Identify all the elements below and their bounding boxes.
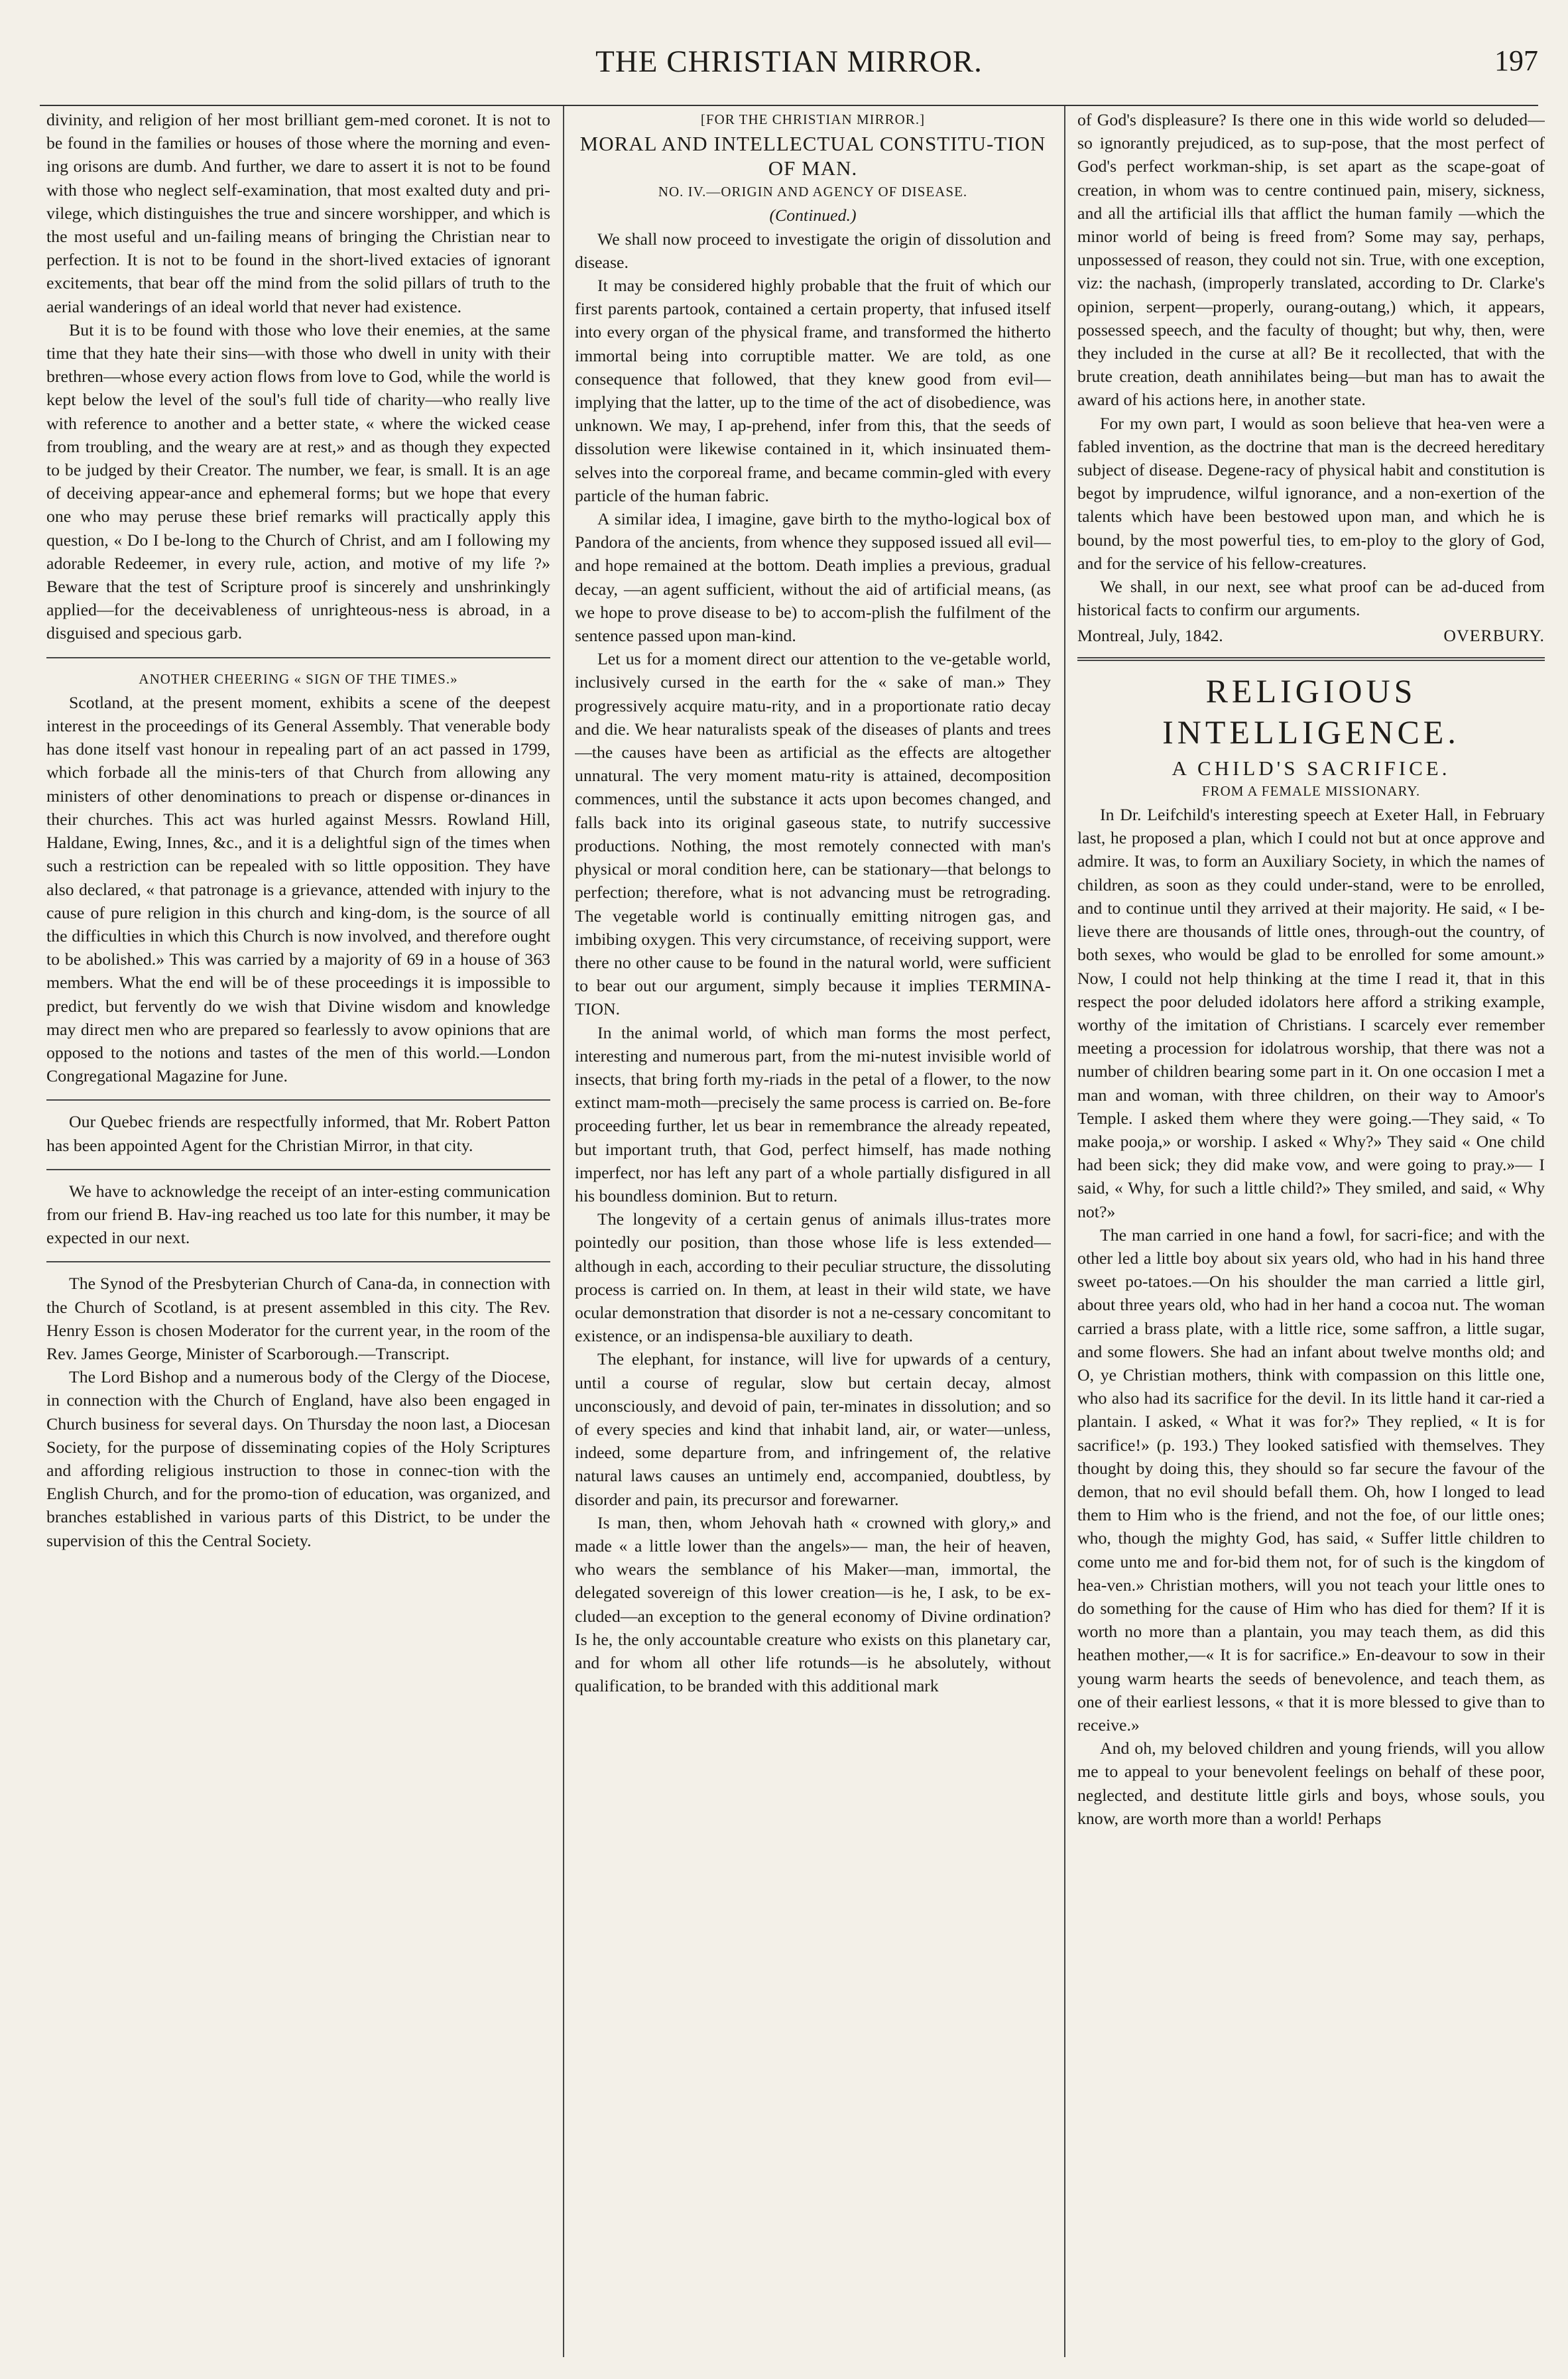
masthead [40, 25, 1538, 106]
signature-line [1077, 624, 1545, 647]
article-title: MORAL AND INTELLECTUAL CONSTITU-TION OF MAN. [579, 132, 1046, 180]
story-paragraph: In Dr. Leifchild's interesting speech at Exeter Hall, in February last, he proposed a plan, which I could not but at once approve and admire. It was, to form an Auxiliary Society, in which the names of children, as soon as they could under-stand, were to be enrolled, and to continue until they arrived at their majority. He said, « I be-lieve there are thousands of little ones, through-out the country, of both sexes, who would be glad to be enrolled for some amount.» Now, I could not help thinking at the time I read it, that in this respect the poor deluded idolators here afford a striking example, worthy of the imitation of Christians. I scarcely ever remember meeting a procession for idolatrous worship, that there was not a number of children bearing some part in it. On one occasion I met a man and woman, with three children, on their way to Amoor's Temple. I asked them where they were going.—They said, « To make pooja,» or worship. I asked « Why?» They said « One child had been sick; they did make vow, and were going to pray.»— I said, « Why, for such a little child?» They smiled, and said, « Why not?» [1077, 805, 1545, 1221]
column-1 [46, 108, 550, 2356]
page-number: 197 [1494, 44, 1538, 77]
article-paragraph: A similar idea, I imagine, gave birth to the mytho-logical box of Pandora of the ancients, from whence they supposed issued all evil—and hope remained at the bottom. Death implies a previous, gradual decay, —an agent sufficient, without the aid of artificial means, (as we hope to prove disease to be) to accom-plish the fulfilment of the sentence passed upon man-kind. [575, 509, 1051, 646]
article-heading: ANOTHER CHEERING « SIGN OF THE TIMES.» [46, 657, 550, 691]
notice-paragraph: We have to acknowledge the receipt of an inter-esting communication from our friend B. Hav-ing reached us too late for this number, it may be expected in our next. [46, 1181, 550, 1248]
article-paragraph: We shall now proceed to investigate the origin of dissolution and disease. [575, 229, 1051, 272]
article-paragraph: The elephant, for instance, will live for upwards of a century, until a course of regular, slow but certain decay, almost unconsciously, and devoid of pain, ter-minates in dissolution; and so of every species and kind that inhabit land, air, or water—unless, indeed, some departure from, and infringement of, the relative natural laws causes an untimely end, accompanied, doubtless, by disorder and pain, its precursor and forewarner. [575, 1349, 1051, 1509]
column-rule [1064, 106, 1065, 2357]
section-heading: RELIGIOUS INTELLIGENCE. [1077, 657, 1545, 753]
column-3 [1077, 108, 1545, 2356]
article-paragraph: Let us for a moment direct our attention to the ve-getable world, inclusively cursed in the earth for the « sake of man.» They progressively acquire matu-rity, and in a proportionate ratio decay and die. We hear naturalists speak of the diseases of plants and trees—the causes have been as artificial as the effects are altogether unnatural. The very moment matu-rity is attained, decomposition commences, until the substance it acts upon becomes changed, and falls back into its original gaseous state, to nutrify successive productions. Nothing, the most remotely connected with man's physical or moral condition here, can be stationary—that belongs to perfection; therefore, what is not advancing must be retrograding. The vegetable world is continually emitting nitrogen gas, and imbibing oxygen. This very circumstance, of receiving support, were there no other cause to be found in the natural world, were sufficient to bear out our argument, simply because it implies TERMINA-TION. [575, 649, 1051, 1019]
article-paragraph: In the animal world, of which man forms the most perfect, interesting and numerous part, from the mi-nutest invisible world of insects, that bring forth my-riads in the petal of a flower, to the now extinct mam-moth—precisely the same process is carried on. Be-fore proceeding further, let us bear in remembrance the already repeated, but important truth, that God, perfect himself, has made nothing imperfect, nor has left any part of a whole partially disfigured in all his boundless dominion. But to return. [575, 1022, 1051, 1205]
article-kicker: [FOR THE CHRISTIAN MIRROR.] [700, 111, 926, 127]
column-2 [575, 108, 1051, 2356]
story-paragraph: The man carried in one hand a fowl, for sacri-fice; and with the other led a little boy about six years old, who had in his hand three sweet po-tatoes.—On his shoulder the man carried a little girl, about three years old, who had in her hand a cocoa nut. The woman carried a brass plate, with a little rice, some saffron, a little sugar, and some flowers. She had an infant about twelve months old; and O, ye Christian mothers, think with compassion on this little one, who also had its sacrifice for the devil. In its little hand it car-ried a plantain. I asked, « What it was for?» They replied, « It is for sacrifice!» (p. 193.) They looked satisfied with themselves. They thought by doing this, they should so far secure the favour of the demon, that no evil should befall them. Oh, how I longed to lead them to Him who is the friend, and not the foe, of our little ones; who, though the mighty God, has said, « Suffer little children to come unto me and for-bid them not, for of such is the kingdom of hea-ven.» Christian mothers, will you not teach your little ones to do something for the cause of Him who has died for them? If it is worth no more than a plantain, you may teach them, as did this heathen mother,—« It is for sacrifice.» En-deavour to sow in their young warm hearts the seeds of benevolence, and teach them, as one of their earliest lessons, « that it is more blessed to give than to receive.» [1077, 1225, 1545, 1735]
article-paragraph: We shall, in our next, see what proof can be ad-duced from historical facts to confirm our arguments. [1077, 577, 1545, 620]
continued-label: (Continued.) [769, 206, 857, 225]
notice-paragraph: Our Quebec friends are respectfully informed, that Mr. Robert Patton has been appointed Agent for the Christian Mirror, in that city. [46, 1112, 550, 1155]
notice-paragraph: The Lord Bishop and a numerous body of the Clergy of the Diocese, in connection with the Church of England, have also been engaged in Church business for several days. On Thursday the noon last, a Diocesan Society, for the purpose of disseminating copies of the Holy Scriptures and affording religious instruction to those in connec-tion with the English Church, and for the promo-tion of education, was organized, and branches established in various parts of this District, to be under the supervision of this the Central Society. [46, 1367, 550, 1550]
article-paragraph: of God's displeasure? Is there one in this wide world so deluded—so ignorantly prejudiced, as to sup-pose, that the most perfect of God's perfect workman-ship, is set apart as the scape-goat of creation, in whom was to centre continued pain, misery, sickness, and all the artificial ills that afflict the human family —which the minor world of being is freed from? Some may say, perhaps, unpossessed of reason, they could not sin. True, with one exception, viz: the nachash, (improperly translated, according to Dr. Clarke's opinion, serpent—properly, ourang-outang,) which, it appears, possessed speech, and the faculty of thought; but why, then, were they included in the curse at all? Be it recollected, that with the brute creation, death annihilates being—but man has to await the award of his actions here, in another state. [1077, 110, 1545, 410]
column-rule [563, 106, 564, 2357]
article-paragraph: For my own part, I would as soon believe that hea-ven were a fabled invention, as the doctrine that man is the decreed hereditary subject of disease. Degene-racy of physical habit and constitution is begot by imprudence, wilful ignorance, and a non-exertion of the talents which have been bestowed upon man, and which he is bound, by the most powerful ties, to em-ploy to the glory of God, and for the service of his fellow-creatures. [1077, 413, 1545, 573]
story-byline: FROM A FEMALE MISSIONARY. [1201, 782, 1421, 799]
article-paragraph: But it is to be found with those who love their enemies, at the same time that they hate their sins—with those who dwell in unity with their brethren—whose every action flows from love to God, while the world is kept below the level of the soul's full tide of charity—who really live with reference to another and a better state, « where the wicked cease from troubling, and the weary are at rest,» and as though they expected to be judged by their Creator. The number, we fear, is small. It is an age of deceiving appear-ance and ephemeral forms; but we hope that every one who may peruse these brief remarks will practically apply this question, « Do I be-long to the Church of Christ, and am I following my adorable Redeemer, in every rule, action, and motive of my life ?» Beware that the test of Scripture proof is sincerely and unshrinkingly applied—for the deceivableness of unrighteous-ness is abroad, in a disguised and specious garb. [46, 320, 550, 643]
article-paragraph: It may be considered highly probable that the fruit of which our first parents partook, contained a certain property, that infused itself into every organ of the physical frame, and transformed the hitherto immortal being into corruptible matter. We are told, as one consequence that followed, that they knew good from evil—implying that the latter, up to the time of the act of disobedience, was unknown. We may, I ap-prehend, infer from this, that the seeds of dissolution were likewise contained in it, which insinuated them-selves into the corporeal frame, and became commin-gled with every particle of the human fabric. [575, 276, 1051, 505]
article-paragraph: Is man, then, whom Jehovah hath « crowned with glory,» and made « a little lower than the angels»— man, the heir of heaven, who wears the semblance of his Maker—man, immortal, the delegated sovereign of this lower creation—is he, I ask, to be ex-cluded—an exception to the general economy of Divine ordination? Is he, the only accountable creature who exists on this planetary car, and for whom all other life rotunds—is he absolutely, without qualification, to be branded with this additional mark [575, 1512, 1051, 1696]
story-title: A CHILD'S SACRIFICE. [1172, 756, 1451, 780]
article-paragraph: Scotland, at the present moment, exhibits a scene of the deepest interest in the proceedings of its General Assembly. That venerable body has done itself vast honour in repealing part of an act passed in 1799, which forbade all the minis-ters of that Church from allowing any ministers of other denominations to preach or dispense or-dinances in their churches. This act was hurled against Messrs. Rowland Hill, Haldane, Ewing, Innes, &c., and it is a delightful sign of the times when such a restriction can be repealed with so little opposition. They have also declared, « that patronage is a grievance, attended with injury to the cause of pure religion in this church and king-dom, is the source of all the difficulties in which this Church is now involved, and therefore ought to be abolished.» This was carried by a majority of 69 in a house of 363 members. What the end will be of these proceedings it is impossible to predict, but fervently do we wish that Divine wisdom and knowledge may direct men who are prepared so fearlessly to avow opinions that are opposed to the notions and tastes of the men of this world.—London Congregational Magazine for June. [46, 692, 550, 1086]
dateline: Montreal, July, 1842. [1077, 626, 1223, 646]
article-paragraph: The longevity of a certain genus of animals illus-trates more pointedly our position, than those whose life is less extended—although in each, according to their peculiar structure, the dissoluting process is carried on. In them, at least in their wild state, we have ocular demonstration that disorder is not a ne-cessary concomitant to existence, or an indispensa-ble auxiliary to death. [575, 1209, 1051, 1346]
author-signature: OVERBURY. [1443, 626, 1545, 646]
article-paragraph: divinity, and religion of her most brilliant gem-med coronet. It is not to be found in the families or houses of those where the morning and even-ing orisons are dumb. And further, we dare to assert it is not to be found with those who neglect self-examination, that most exalted duty and pri-vilege, which distinguishes the true and sincere worshipper, and which is the most useful and un-failing means of bringing the Christian near to perfection. It is not to be found in the short-lived extacies of ignorant excitements, that bear off the mind from the solid pillars of truth to the aerial wanderings of an ideal world that never had existence. [46, 110, 550, 316]
notice-paragraph: The Synod of the Presbyterian Church of Cana-da, in connection with the Church of Scotland, is at present assembled in this city. The Rev. Henry Esson is chosen Moderator for the current year, in the room of the Rev. James George, Minister of Scarborough.—Transcript. [46, 1274, 550, 1363]
story-paragraph: And oh, my beloved children and young friends, will you allow me to appeal to your benevolent feelings on behalf of these poor, neglected, and destitute little girls and boys, whose souls, you know, are worth more than a world! Perhaps [1077, 1738, 1545, 1828]
newspaper-title: THE CHRISTIAN MIRROR. [595, 44, 983, 79]
article-subtitle: NO. IV.—ORIGIN AND AGENCY OF DISEASE. [658, 184, 968, 200]
